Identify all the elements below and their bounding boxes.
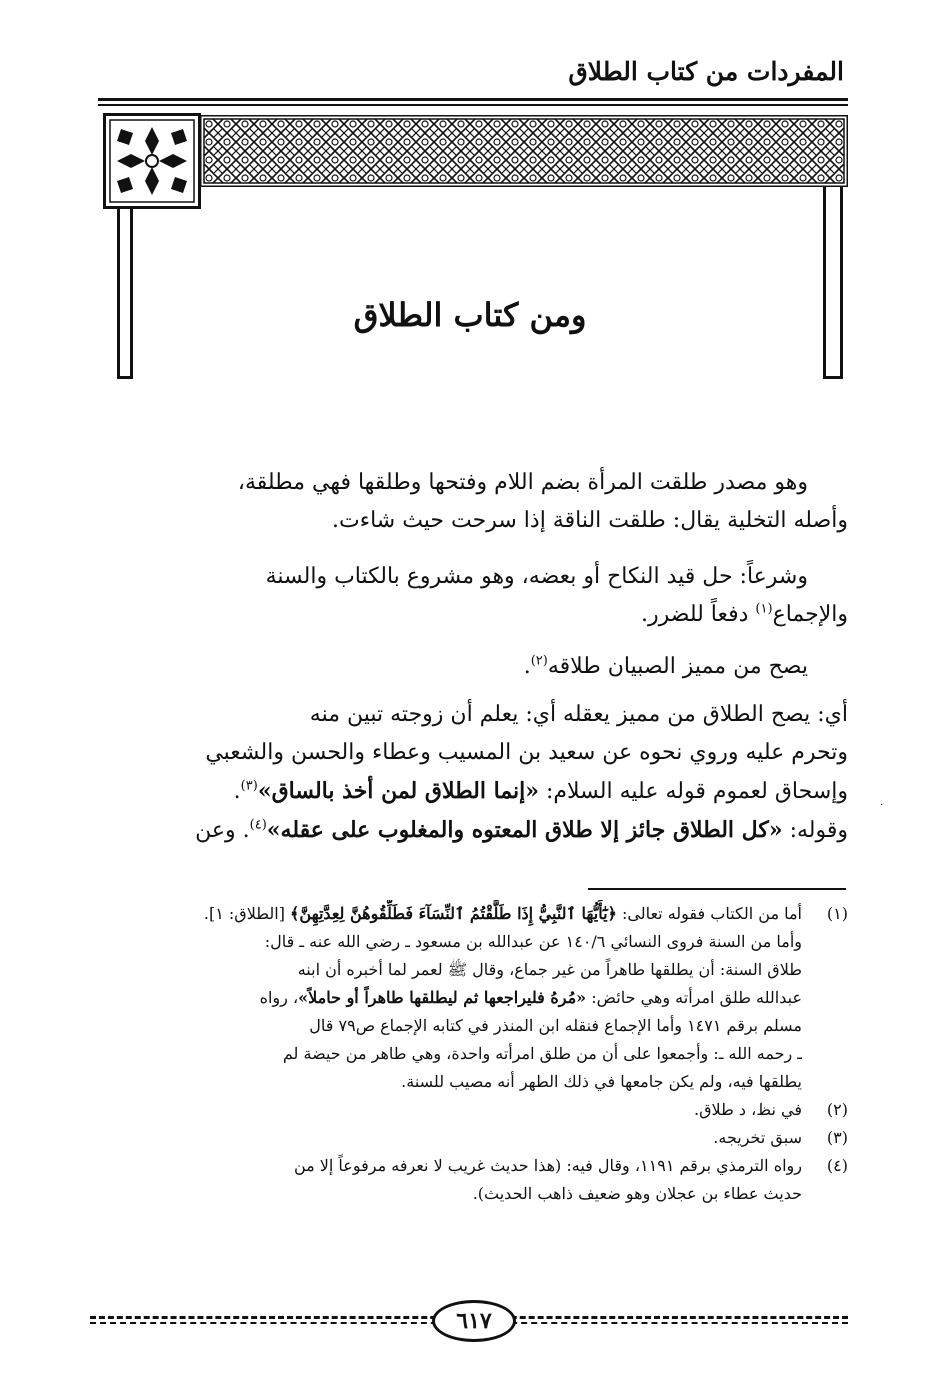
text-run: والإجماع	[772, 602, 848, 627]
footnote-line: حديث عطاء بن عجلان وهو ضعيف ذاهب الحديث).	[472, 1184, 802, 1203]
text-run: .	[233, 779, 241, 804]
footnote-line	[98, 984, 802, 1012]
paragraph-line: أي: يصح الطلاق من مميز يعقله أي: يعلم أن زوجته تبين منه	[309, 702, 848, 727]
paragraph-line	[98, 772, 848, 811]
paragraph-line	[98, 811, 848, 850]
footnote-ref-4[interactable]: (٤)	[249, 817, 267, 833]
corner-ornament-tile	[103, 113, 201, 209]
footnote-separator	[588, 888, 846, 890]
footnote-4	[98, 1152, 848, 1208]
footnote-1	[98, 900, 848, 1096]
header-rule	[98, 98, 848, 101]
text-run: وقوله:	[782, 818, 848, 843]
footnote-ref-3[interactable]: (٣)	[240, 778, 258, 794]
footnote-line: طلاق السنة: أن يطلقها طاهراً من غير جماع، وقال ﷺ لعمر لما أخبره أن ابنه	[297, 960, 802, 979]
quran-verse: ﴿يَٰٓأَيُّهَا ٱلنَّبِيُّ إِذَا طَلَّقْتُمُ ٱلنِّسَآءَ فَطَلِّقُوهُنَّ لِعِدَّتِهِنَّ﴾	[290, 904, 617, 923]
frame-left-post	[117, 209, 133, 379]
footnote-line	[98, 900, 802, 928]
header-rule-secondary	[98, 104, 848, 106]
paragraph-explanation	[98, 696, 848, 850]
footnote-2	[98, 1096, 848, 1124]
footnote-line: وأما من السنة فروى النسائي ١٤٠/٦ عن عبدالله بن مسعود ـ رضي الله عنه ـ قال:	[264, 932, 802, 951]
footnote-line: مسلم برقم ١٤٧١ وأما الإجماع فنقله ابن المنذر في كتابه الإجماع ص٧٩ قال	[309, 1016, 802, 1035]
paragraph-line: وهو مصدر طلقت المرأة بضم اللام وفتحها وطلقها فهي مطلقة،	[237, 470, 808, 495]
text-run: يصح من مميز الصبيان طلاقه	[547, 654, 808, 679]
text-run: [الطلاق: ١].	[203, 904, 291, 923]
hadith-quote: «كل الطلاق جائز إلا طلاق المعتوه والمغلوب على عقله»	[266, 817, 783, 843]
paragraph-matn	[98, 648, 848, 686]
text-run: ، رواه	[259, 988, 299, 1007]
margin-mark: ·	[880, 800, 884, 811]
footnote-line: رواه الترمذي برقم ١١٩١، وقال فيه: (هذا حديث غريب لا نعرفه مرفوعاً إلا من	[293, 1156, 802, 1175]
paragraph-line	[98, 596, 848, 634]
footnote-line: يطلقها فيه، ولم يكن جامعها في ذلك الطهر أنه مصيب للسنة.	[401, 1072, 802, 1091]
text-run: أما من الكتاب فقوله تعالى:	[616, 904, 802, 923]
paragraph-line: وشرعاً: حل قيد النكاح أو بعضه، وهو مشروع بالكتاب والسنة	[265, 564, 808, 589]
footnote-line: في نظ، د طلاق.	[694, 1100, 802, 1119]
paragraph-line: وأصله التخلية يقال: طلقت الناقة إذا سرحت حيث شاءت.	[332, 508, 848, 533]
paragraph-legal-definition	[98, 558, 848, 634]
footnote-number: (١)	[826, 904, 848, 923]
paragraph-definition	[98, 464, 848, 540]
footnote-ref-2[interactable]: (٢)	[530, 653, 548, 669]
footnote-line: ـ رحمه الله ـ: وأجمعوا على أن من طلق امرأته واحدة، وهي طاهر من حيضة لم	[282, 1044, 802, 1063]
chapter-title: ومن كتاب الطلاق	[353, 296, 587, 334]
page-number: ٦١٧	[432, 1300, 516, 1342]
text-run: وإسحاق لعموم قوله عليه السلام:	[539, 779, 848, 804]
ornament-band	[200, 115, 848, 187]
text-run: .	[523, 654, 531, 679]
footnote-number: (٣)	[826, 1128, 848, 1147]
footnote-ref-1[interactable]: (١)	[755, 601, 773, 617]
footnote-3	[98, 1124, 848, 1152]
hadith-quote: «إنما الطلاق لمن أخذ بالساق»	[257, 778, 540, 804]
paragraph-line	[98, 648, 848, 686]
footnote-number: (٤)	[826, 1156, 848, 1175]
running-header: المفردات من كتاب الطلاق	[568, 57, 844, 86]
text-run: دفعاً للضرر.	[640, 602, 756, 627]
paragraph-line: وتحرم عليه وروي نحوه عن سعيد بن المسيب وعطاء والحسن والشعبي	[205, 740, 848, 765]
text-run: . وعن	[195, 818, 250, 843]
footnote-number: (٢)	[826, 1100, 848, 1119]
frame-right-post	[823, 187, 843, 379]
footnote-line: سبق تخريجه.	[713, 1128, 802, 1147]
footnotes	[98, 900, 848, 1208]
text-run: عبدالله طلق امرأته وهي حائض:	[586, 988, 802, 1007]
hadith-quote: «مُرهُ فليراجعها ثم ليطلقها طاهراً أو حاملاً»	[298, 988, 587, 1007]
